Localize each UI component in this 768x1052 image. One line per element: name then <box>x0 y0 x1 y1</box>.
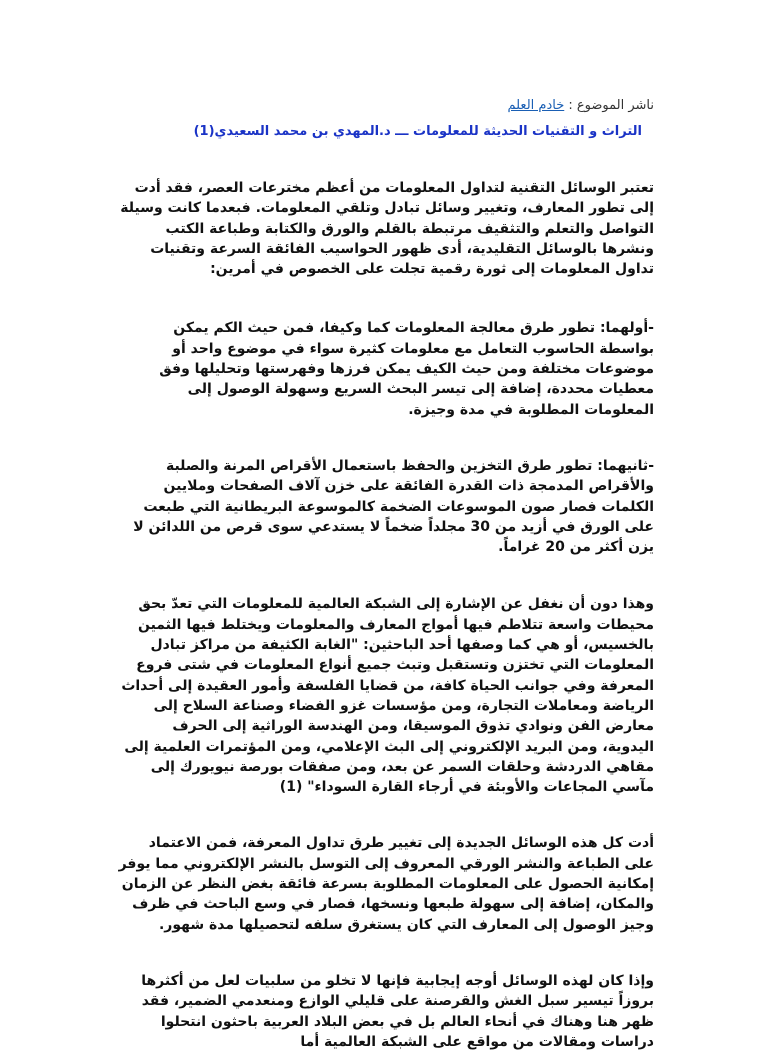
paragraph: -أولهما: تطور طرق معالجة المعلومات كما وكيفا، فمن حيث الكم يمكن بواسطة الحاسوب التعامل مع معلومات كثيرة سواء في موضوع واحد أو موضوعات مختلفة ومن حيث الكيف يمكن فرزها وفهرستها وتحليلها وفق معطيات محددة، إضافة إلى تيسر البحث السريع وسهولة الوصول إلى المعلومات المطلوبة في مدة وجيزة. <box>159 320 654 418</box>
paragraph: -ثانيهما: تطور طرق التخزين والحفظ باستعمال الأقراص المرنة والصلبة والأقراص المدمجة ذات القدرة الفائقة على خزن آلاف الصفحات وملايين الكلمات فصار صون الموسوعات الضخمة كالموسوعة البريطانية التي طبعت على الورق في أزيد من 30 مجلداً ضخماً لا يستدعي سوى قرص من اللدائن لا يزن أكثر من 20 غراماً. <box>133 457 654 556</box>
poster-name-link[interactable]: خادم العلم <box>507 98 565 113</box>
paragraph: وهذا دون أن نغفل عن الإشارة إلى الشبكة العالمية للمعلومات التي تعدّ بحق محيطات واسعة تتلاطم فيها أمواج المعارف والمعلومات ويختلط فيها الثمين بالخسيس، أو هي كما وصفها أحد الباحثين: "الغابة الكثيفة من مراكز تبادل المعلومات التي تختزن وتستقبل وتبث جميع أنواع المعلومات في شتى فروع المعرفة وفي جوانب الحياة كافة، من قضايا الفلسفة وأمور العقيدة إلى أحداث الرياضة ومعاملات التجارة، ومن مؤسسات غزو الفضاء وصناعة السلاح إلى معارض الفن ونوادي تذوق الموسيقا، ومن الهندسة الوراثية إلى الحرف اليدوية، ومن البريد الإلكتروني إلى البث الإعلامي، ومن المؤتمرات العلمية إلى مقاهي الدردشة وحلقات السمر عن بعد، ومن صفقات بورصة نيويورك إلى مآسي المجاعات والأوبئة في أرجاء القارة السوداء" (1) <box>121 596 654 796</box>
article-title: التراث و التقنيات الحديثة للمعلومات ـــ د.المهدي بن محمد السعيدي(1) <box>193 124 642 139</box>
document-page <box>118 96 654 1052</box>
paragraph: تعتبر الوسائل التقنية لتداول المعلومات من أعظم مخترعات العصر، فقد أدت إلى تطور المعارف، وتغيير وسائل تبادل وتلقي المعلومات. فبعدما كانت وسيلة التواصل والتعلم والتثقيف مرتبطة بالقلم والورق والكتابة وطباعة الكتب ونشرها بالوسائل التقليدية، أدى ظهور الحواسيب الفائقة السرعة وتقنيات تداول المعلومات إلى ثورة رقمية تجلت على الخصوص في أمرين: <box>120 180 654 278</box>
poster-line <box>118 96 654 116</box>
poster-label: ناشر الموضوع : <box>568 98 654 113</box>
paragraph: أدت كل هذه الوسائل الجديدة إلى تغيير طرق تداول المعرفة، فمن الاعتماد على الطباعة والنشر الورقي المعروف إلى التوسل بالنشر الإلكتروني مما يوفر إمكانية الحصول على المعلومات المطلوبة بسرعة فائقة بغض النظر عن الزمان والمكان، إضافة إلى سهولة طبعها ونسخها، فصار في وسع الباحث في ظرف وجيز الوصول إلى المعارف التي كان يستغرق سلفه لتحصيلها مدة شهور. <box>118 835 654 933</box>
paragraph: وإذا كان لهذه الوسائل أوجه إيجابية فإنها لا تخلو من سلبيات لعل من أكثرها بروزاً تيسير سبل الغش والقرصنة على قليلي الوازع ومنعدمي الضمير، فقد ظهر هنا وهناك في أنحاء العالم بل في بعض البلاد العربية باحثون انتحلوا دراسات ومقالات من مواقع على الشبكة العالمية أما <box>141 972 654 1050</box>
